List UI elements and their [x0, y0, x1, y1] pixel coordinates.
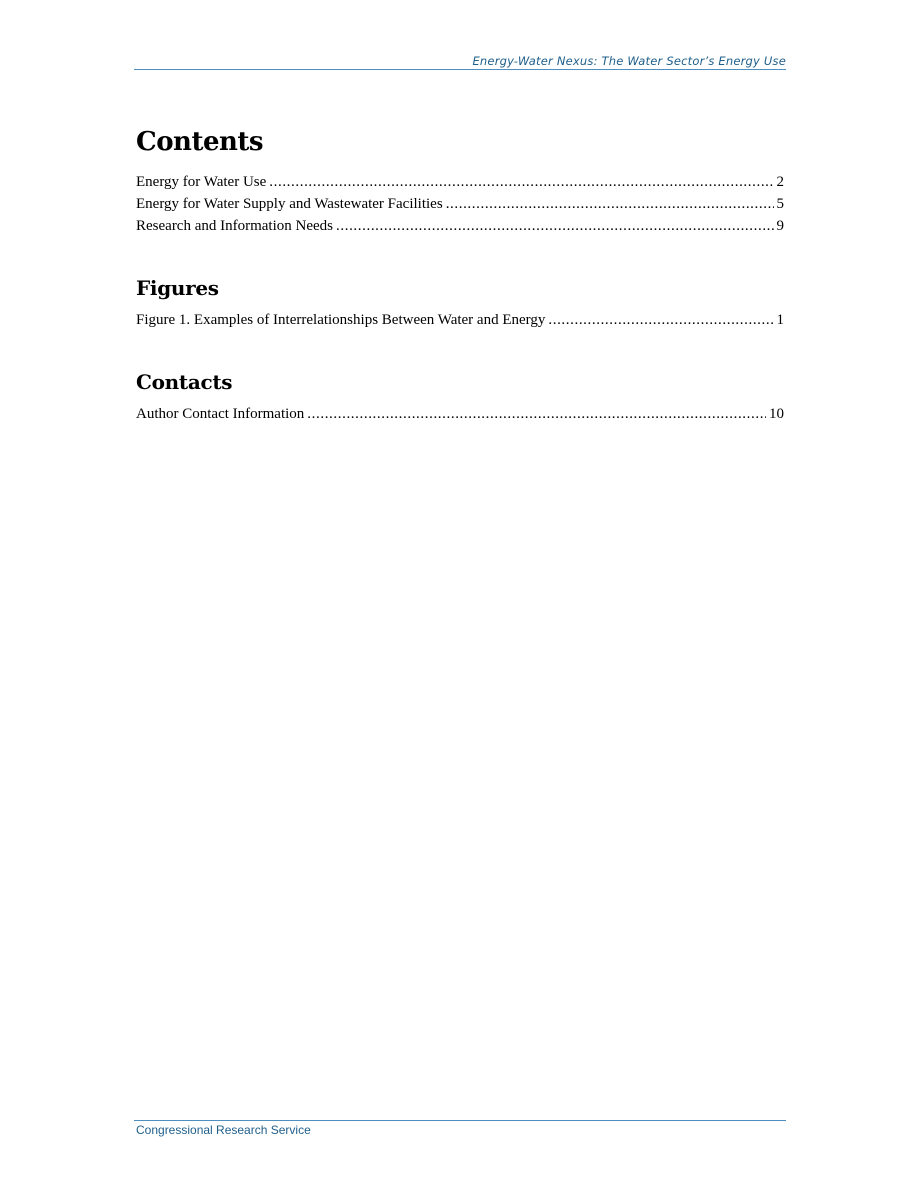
header-rule	[134, 69, 786, 70]
contacts-heading: Contacts	[136, 370, 233, 394]
toc-entry-page: 2	[776, 174, 784, 190]
table-of-contents	[136, 125, 784, 463]
dot-leader	[307, 403, 766, 425]
toc-entry-label: Research and Information Needs	[136, 218, 334, 234]
contact-entry-page: 10	[769, 406, 784, 422]
toc-entry-page: 5	[776, 196, 784, 212]
figures-heading: Figures	[136, 276, 219, 300]
running-header: Energy-Water Nexus: The Water Sector’s Energy Use	[472, 54, 786, 68]
figure-entry-label: Figure 1. Examples of Interrelationships Between Water and Energy	[136, 312, 546, 328]
contact-entry-label: Author Contact Information	[136, 406, 305, 422]
toc-entry[interactable]	[136, 193, 784, 215]
running-footer: Congressional Research Service	[136, 1123, 311, 1137]
contents-heading: Contents	[136, 127, 264, 157]
toc-entry[interactable]	[136, 215, 784, 237]
dot-leader	[548, 309, 773, 331]
toc-entry-label: Energy for Water Use	[136, 174, 267, 190]
dot-leader	[446, 193, 774, 215]
toc-entry[interactable]	[136, 171, 784, 193]
contact-entry[interactable]	[136, 403, 784, 425]
figure-entry-page: 1	[776, 312, 784, 328]
contents-section	[136, 125, 784, 237]
toc-entry-label: Energy for Water Supply and Wastewater Facilities	[136, 196, 443, 212]
figures-section	[136, 275, 784, 331]
dot-leader	[269, 171, 773, 193]
toc-entry-page: 9	[776, 218, 784, 234]
footer-rule	[134, 1120, 786, 1121]
figure-entry[interactable]	[136, 309, 784, 331]
dot-leader	[336, 215, 773, 237]
contacts-section	[136, 369, 784, 425]
